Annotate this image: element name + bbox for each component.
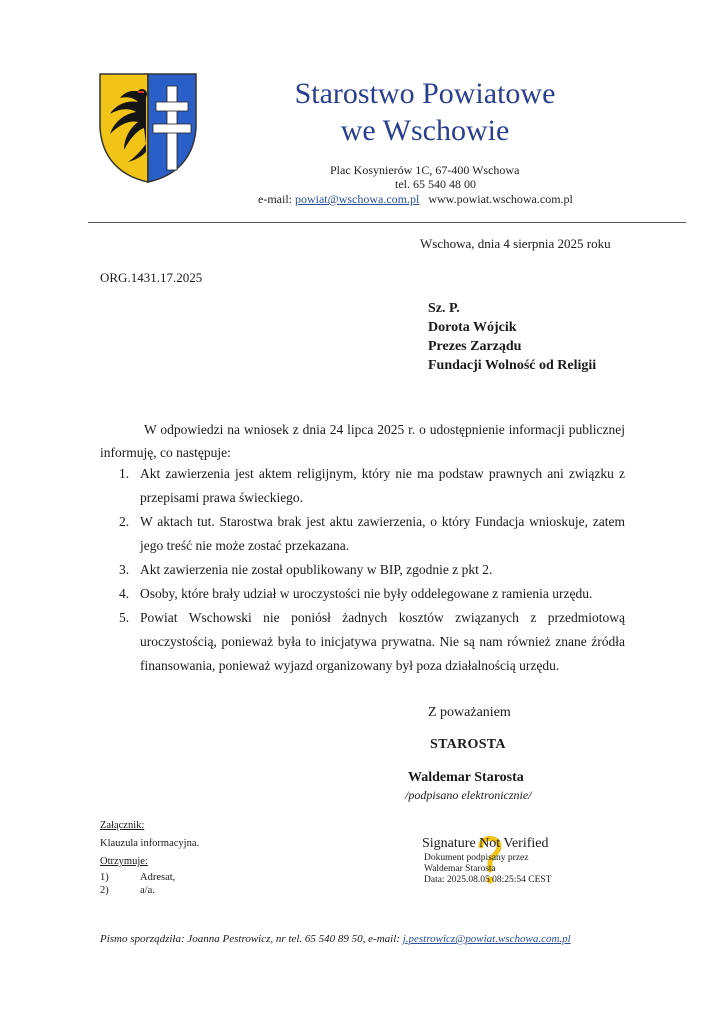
signature-status-title[interactable]: Signature Not Verified xyxy=(422,836,549,851)
addressee-organization: Fundacji Wolność od Religii xyxy=(428,358,597,373)
org-address: Plac Kosynierów 1C, 67-400 Wschowa xyxy=(330,163,520,177)
recipients-label: Otrzymuje: xyxy=(100,856,148,867)
attachment-item: Klauzula informacyjna. xyxy=(100,838,200,849)
list-item-number: 1. xyxy=(119,466,130,481)
list-item xyxy=(100,606,625,678)
list-item-number: 3. xyxy=(119,562,130,577)
signed-electronically-note: /podpisano elektronicznie/ xyxy=(405,788,532,802)
list-item-text: Akt zawierzenia jest aktem religijnym, który nie ma podstaw prawnych ani związku z przepisami prawa świeckiego. xyxy=(140,466,625,505)
signer-name: Waldemar Starosta xyxy=(408,770,524,785)
list-item-text: Powiat Wschowski nie poniósł żadnych kosztów związanych z przedmiotową uroczystością, ponieważ była to inicjatywa prywatna. Nie są nam również znane źródła finansowania, ponieważ wyjazd organizowany był poza działalnością urzędu. xyxy=(140,610,625,673)
list-item xyxy=(100,462,625,510)
list-item-number: 5. xyxy=(119,610,130,625)
addressee-name: Dorota Wójcik xyxy=(428,320,517,335)
recipient-row xyxy=(100,872,175,883)
recipient-number: 1) xyxy=(100,872,109,883)
footer-prepared-by-text: Pismo sporządziła: Joanna Pestrowicz, nr tel. 65 540 89 50, e-mail: xyxy=(100,933,400,945)
list-item-text: Osoby, które brały udział w uroczystości nie były oddelegowane z ramienia urzędu. xyxy=(140,586,593,601)
signature-signed-by-line: Dokument podpisany przez xyxy=(424,853,529,863)
attachment-label: Załącznik: xyxy=(100,820,145,831)
recipient-row xyxy=(100,885,155,896)
email-label: e-mail: xyxy=(258,192,292,206)
recipient-name: Adresat, xyxy=(140,872,176,883)
header-divider xyxy=(88,222,686,223)
recipient-number: 2) xyxy=(100,885,109,896)
list-item xyxy=(100,558,625,582)
org-phone: tel. 65 540 48 00 xyxy=(395,177,476,191)
recipient-name: a/a. xyxy=(140,885,155,896)
org-name-line2: we Wschowie xyxy=(340,114,510,147)
coat-of-arms-logo xyxy=(98,72,198,184)
place-date: Wschowa, dnia 4 sierpnia 2025 roku xyxy=(420,236,611,251)
list-item-number: 4. xyxy=(119,586,130,601)
org-email-link[interactable]: powiat@wschowa.com.pl xyxy=(294,192,420,206)
intro-paragraph: W odpowiedzi na wniosek z dnia 24 lipca 2025 r. o udostępnienie informacji publicznej informuję, co następuje: xyxy=(100,422,625,460)
signer-title: STAROSTA xyxy=(430,737,506,752)
list-item-number: 2. xyxy=(119,514,130,529)
list-item xyxy=(100,582,625,606)
org-name-line1: Starostwo Powiatowe xyxy=(294,77,556,110)
org-website: www.powiat.wschowa.com.pl xyxy=(428,192,573,206)
response-list xyxy=(100,462,625,678)
signature-signer-line: Waldemar Starosta xyxy=(424,864,496,874)
footer-email-link[interactable]: j.pestrowicz@powiat.wschowa.com.pl xyxy=(402,933,571,945)
list-item xyxy=(100,510,625,558)
addressee-salutation: Sz. P. xyxy=(428,301,460,316)
list-item-text: Akt zawierzenia nie został opublikowany w BIP, zgodnie z pkt 2. xyxy=(140,562,493,577)
org-contact-line xyxy=(258,192,573,207)
closing-phrase: Z poważaniem xyxy=(428,705,511,720)
footer-prepared-by xyxy=(100,933,571,945)
list-item-text: W aktach tut. Starostwa brak jest aktu zawierzenia, o który Fundacja wnioskuje, zatem jego treść nie może zostać przekazana. xyxy=(140,514,625,553)
reference-number: ORG.1431.17.2025 xyxy=(100,270,203,285)
signature-date-line: Data: 2025.08.05 08:25:54 CEST xyxy=(424,875,552,885)
addressee-position: Prezes Zarządu xyxy=(428,339,522,354)
